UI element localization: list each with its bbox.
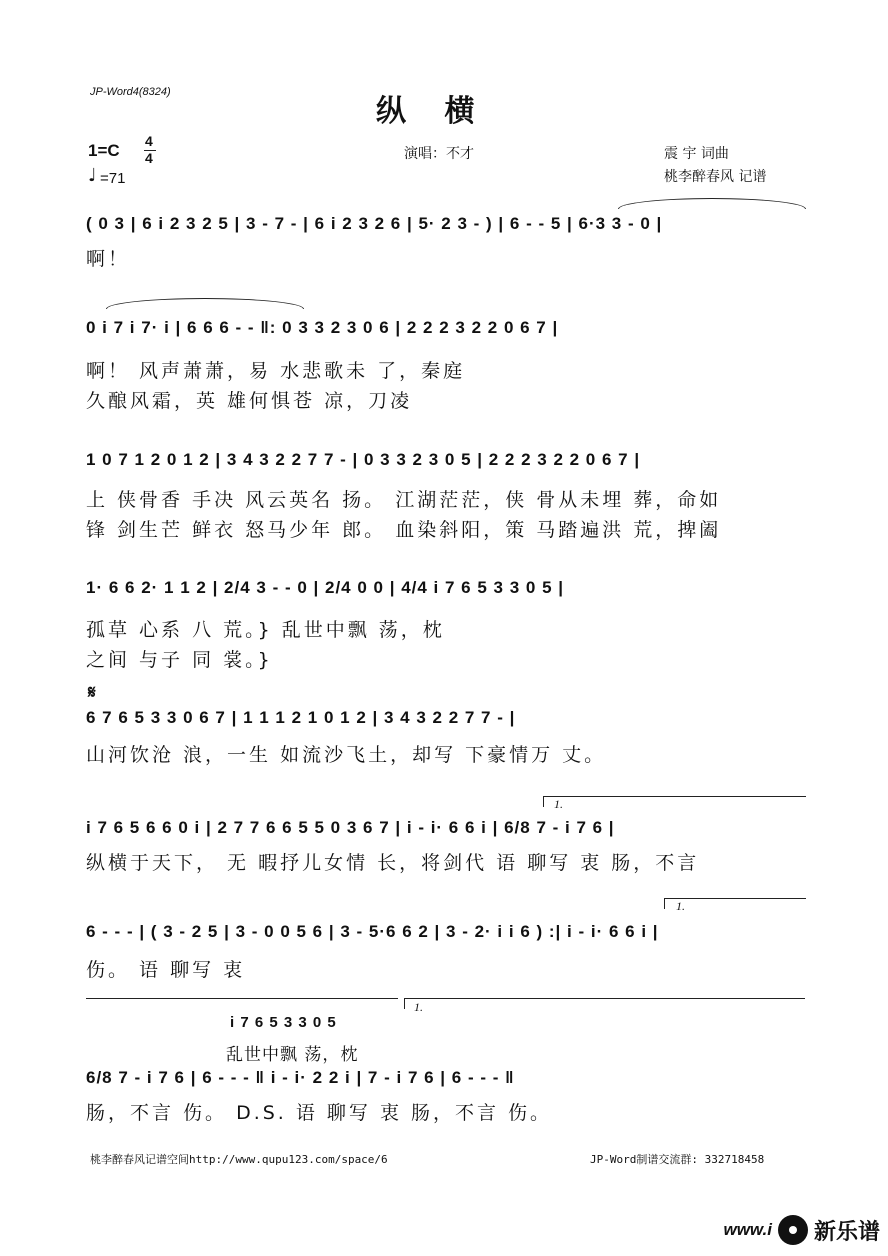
staff-line-6: i 7 6 5 6 6 0 i | 2 7 7 6 6 5 5 0 3 6 7 | i - i· 6 6 i | 6/8 7 - i 7 6 |	[86, 818, 615, 837]
slur	[618, 198, 806, 209]
key-signature: 1=C	[88, 141, 120, 160]
page-title: 纵 横	[376, 94, 489, 129]
lyric-line-2-verse-2: 久酿风霜，英 雄何惧苍 凉，刀凌	[86, 390, 413, 412]
section-rule	[86, 998, 398, 999]
transcriber-credit: 桃李醉春风 记谱	[664, 169, 767, 185]
time-signature-top: 4	[145, 133, 153, 149]
lyric-line-3-verse-1: 上 侠骨香 手决 风云英名 扬。 江湖茫茫，侠 骨从未埋 葬，命如	[86, 489, 722, 511]
logo-url: www.i	[723, 1220, 772, 1239]
lyric-line-4-verse-2: 之间 与子 同 裳。}	[86, 649, 273, 671]
lyric-line-6-verse-1: 纵横于天下， 无 暇抒儿女情 长，将剑代 语 聊写 衷 肠，不言	[86, 852, 700, 874]
segno-icon: 𝄋	[88, 682, 96, 703]
footer-left: 桃李醉春风记谱空间http://www.qupu123.com/space/6	[90, 1153, 388, 1166]
lyric-line-2-verse-1: 啊！ 风声萧萧，易 水悲歌未 了，秦庭	[86, 360, 466, 382]
logo-name: 新乐谱	[813, 1219, 880, 1245]
lyric-line-1-verse-1: 啊！	[86, 248, 131, 270]
lyric-line-8-verse-1: 肠，不言 伤。 D.S. 语 聊写 衷 肠，不言 伤。	[86, 1102, 553, 1124]
staff-line-1: ( 0 3 | 6 i 2 3 2 5 | 3 - 7 - | 6 i 2 3 2 6 | 5· 2 3 - ) | 6 - - 5 | 6·3 3 - 0 |	[86, 214, 663, 233]
staff-line-4: 1· 6 6 2· 1 1 2 | 2/4 3 - - 0 | 2/4 0 0 | 4/4 i 7 6 5 3 3 0 5 |	[86, 578, 564, 597]
staff-line-5: 6 7 6 5 3 3 0 6 7 | 1 1 1 2 1 0 1 2 | 3 4 3 2 2 7 7 - |	[86, 708, 516, 727]
insert-lyric: 乱世中飘 荡，枕	[226, 1045, 359, 1065]
tempo-value: =71	[100, 170, 126, 187]
slur	[106, 298, 304, 309]
site-logo[interactable]	[680, 1210, 880, 1250]
volta-bracket	[543, 796, 806, 807]
lyric-line-4-verse-1: 孤草 心系 八 荒。} 乱世中飘 荡，枕	[86, 619, 445, 641]
software-label: JP-Word4(8324)	[90, 86, 171, 98]
lyric-line-3-verse-2: 锋 剑生芒 鲜衣 怒马少年 郎。 血染斜阳，策 马踏遍洪 荒，捭阖	[86, 519, 722, 541]
music-disc-icon	[778, 1215, 808, 1245]
staff-line-3: 1 0 7 1 2 0 1 2 | 3 4 3 2 2 7 7 - | 0 3 3 2 3 0 5 | 2 2 2 3 2 2 0 6 7 |	[86, 450, 641, 469]
volta-bracket	[664, 898, 806, 909]
tempo-note-icon: ♩	[88, 165, 97, 186]
lyric-line-5-verse-1: 山河饮沧 浪，一生 如流沙飞土，却写 下豪情万 丈。	[86, 744, 607, 766]
insert-staff: i 7 6 5 3 3 0 5	[230, 1014, 337, 1031]
volta-1-label: 1.	[554, 797, 563, 811]
time-signature-bottom: 4	[145, 150, 153, 166]
staff-line-8: 6/8 7 - i 7 6 | 6 - - - ‖ i - i· 2 2 i | 7 - i 7 6 | 6 - - - ‖	[86, 1068, 515, 1087]
volta-1-label: 1.	[676, 899, 685, 913]
singer-credit: 演唱：不才	[404, 146, 474, 162]
footer-right: JP-Word制谱交流群: 332718458	[590, 1153, 765, 1166]
composer-credit: 震 宇 词曲	[664, 146, 729, 162]
staff-line-2: 0 i 7 i 7· i | 6 6 6 - - ‖: 0 3 3 2 3 0 6 | 2 2 2 3 2 2 0 6 7 |	[86, 318, 559, 337]
volta-bracket	[404, 998, 805, 1009]
staff-line-7: 6 - - - | ( 3 - 2 5 | 3 - 0 0 5 6 | 3 - 5·6 6 2 | 3 - 2· i i 6 ) :| i - i· 6 6 i |	[86, 922, 659, 941]
lyric-line-7-verse-1: 伤。 语 聊写 衷	[86, 959, 246, 981]
volta-1-label: 1.	[414, 1000, 423, 1014]
